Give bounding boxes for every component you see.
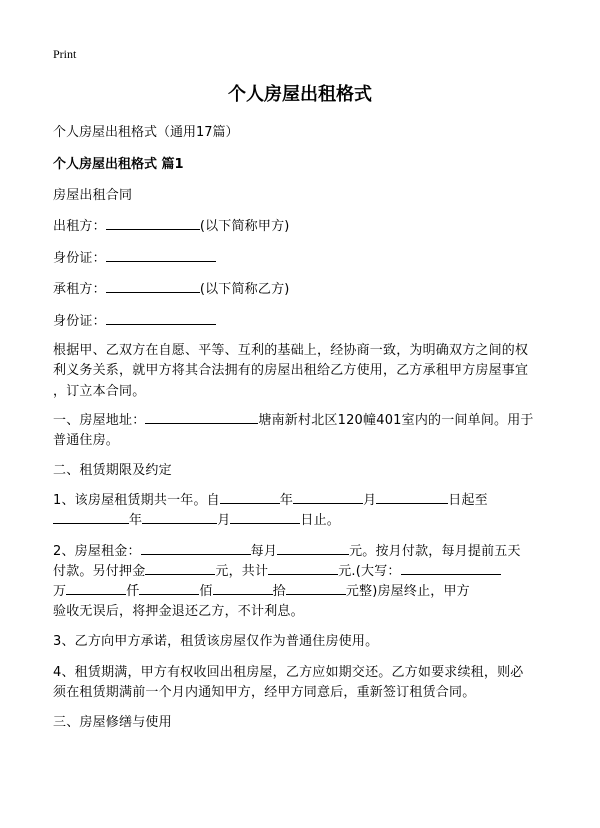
- blank: [145, 562, 215, 575]
- intro-line-2: 利义务关系，就甲方将其合法拥有的房屋出租给乙方使用，乙方承租甲方房屋事宜: [53, 363, 529, 378]
- lessor-blank: [106, 217, 200, 230]
- contract-name: 房屋出租合同: [53, 188, 133, 203]
- id-label: 身份证：: [53, 251, 106, 266]
- rent-line-1: [53, 540, 521, 559]
- lessor-line: [53, 215, 290, 234]
- blank: [141, 542, 251, 555]
- blank: [142, 511, 217, 524]
- rent-line-2: [53, 560, 501, 579]
- blank: [66, 582, 126, 595]
- address-line: [53, 409, 534, 428]
- blank: [286, 582, 346, 595]
- wan-label: 万: [53, 584, 67, 599]
- term-3: 3、乙方向甲方承诺，租赁该房屋仅作为普通住房使用。: [53, 634, 379, 649]
- uppercase-label: 元.(大写：: [338, 564, 401, 579]
- id-label: 身份证：: [53, 314, 106, 329]
- rent-line-3: [53, 580, 470, 599]
- lessee-label: 承租方：: [53, 282, 106, 297]
- term-1-text: 1、该房屋租赁期共一年。自: [53, 493, 220, 508]
- blank: [277, 542, 349, 555]
- lessee-note: (以下简称乙方): [199, 282, 290, 297]
- rent-line-4: 验收无误后，将押金退还乙方，不计利息。: [53, 604, 304, 619]
- intro-line-3: ，订立本合同。: [53, 384, 146, 399]
- bai-label: 佰: [199, 584, 213, 599]
- month-label: 月: [217, 513, 231, 528]
- blank: [213, 582, 273, 595]
- blank: [401, 562, 501, 575]
- address-label: 一、房屋地址：: [53, 413, 146, 428]
- blank: [220, 491, 280, 504]
- from-label: 日起至: [448, 493, 488, 508]
- month-label: 月: [363, 493, 377, 508]
- blank: [139, 582, 199, 595]
- address-text: 塘南新村北区120幢401室内的一间单间。用于: [258, 413, 534, 428]
- term-4-line-2: 须在租赁期满前一个月内通知甲方，经甲方同意后，重新签订租赁合同。: [53, 685, 476, 700]
- deposit-label: 付款。另付押金: [53, 564, 146, 579]
- rent-terms: 元。按月付款，每月提前五天: [349, 544, 521, 559]
- lessee-blank: [106, 280, 200, 293]
- term-1-line-2: [53, 509, 340, 528]
- blank: [293, 491, 363, 504]
- print-link[interactable]: Print: [53, 47, 77, 61]
- lessor-note: (以下简称甲方): [199, 219, 290, 234]
- intro-line-1: 根据甲、乙双方在自愿、平等、互利的基础上，经协商一致，为明确双方之间的权: [53, 343, 529, 358]
- blank: [376, 491, 448, 504]
- lessee-id-blank: [106, 312, 216, 325]
- term-4-line-1: 4、租赁期满，甲方有权收回出租房屋，乙方应如期交还。乙方如要求续租，则必: [53, 665, 524, 680]
- page-title: 个人房屋出租格式: [228, 84, 372, 105]
- rent-label: 2、房屋租金：: [53, 544, 141, 559]
- lessor-label: 出租方：: [53, 219, 106, 234]
- blank: [268, 562, 338, 575]
- document-subtitle: 个人房屋出租格式（通用17篇）: [53, 125, 239, 140]
- section-3-heading: 三、房屋修缮与使用: [53, 715, 172, 730]
- blank: [53, 511, 129, 524]
- lessee-line: [53, 278, 290, 297]
- total-label: 元，共计: [215, 564, 269, 579]
- section-2-heading: 二、租赁期限及约定: [53, 463, 172, 478]
- shi-label: 拾: [272, 584, 286, 599]
- address-line-2: 普通住房。: [53, 433, 120, 448]
- lessee-id-line: [53, 310, 216, 329]
- year-label: 年: [279, 493, 294, 508]
- term-1-line-1: [53, 489, 488, 508]
- lessor-id-blank: [106, 249, 216, 262]
- per-month-label: 每月: [250, 544, 278, 559]
- rent-termination: 元整)房屋终止，甲方: [345, 584, 470, 599]
- qian-label: 仟: [126, 584, 140, 599]
- section-heading: 个人房屋出租格式 篇1: [53, 157, 184, 172]
- to-label: 日止。: [300, 513, 341, 528]
- lessor-id-line: [53, 247, 216, 266]
- address-blank: [145, 411, 258, 424]
- year-label: 年: [129, 513, 143, 528]
- blank: [230, 511, 300, 524]
